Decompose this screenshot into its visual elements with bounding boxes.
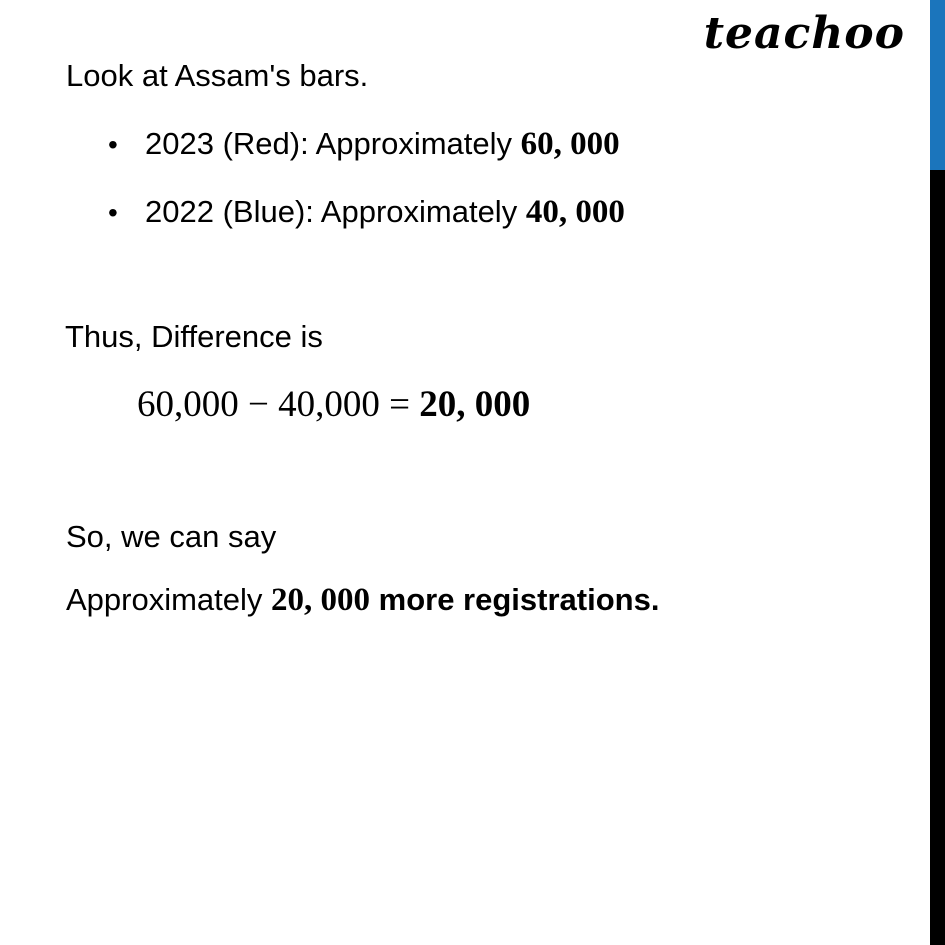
conclusion-suffix: more registrations. bbox=[370, 582, 660, 617]
conclusion-value: 20, 000 bbox=[271, 582, 371, 618]
bullet-2022-value: 40, 000 bbox=[525, 194, 625, 230]
intro-text: Look at Assam's bars. bbox=[66, 58, 369, 93]
thus-text: Thus, Difference is bbox=[65, 319, 323, 354]
so-text: So, we can say bbox=[66, 519, 277, 554]
conclusion-text bbox=[66, 580, 659, 621]
right-edge-blue-bar bbox=[930, 0, 945, 170]
bullet-2022-prefix: 2022 (Blue): Approximately bbox=[145, 194, 526, 229]
right-edge-black-bar bbox=[930, 170, 945, 945]
bullet-item-2023 bbox=[108, 124, 620, 165]
bullet-icon: • bbox=[108, 197, 118, 228]
bullet-icon: • bbox=[108, 129, 118, 160]
bullet-2023-text bbox=[145, 124, 620, 165]
bullet-2023-prefix: 2023 (Red): Approximately bbox=[145, 126, 521, 161]
bullet-item-2022 bbox=[108, 192, 625, 233]
bullet-2023-value: 60, 000 bbox=[520, 126, 620, 162]
teachoo-logo: teachoo bbox=[703, 8, 905, 59]
conclusion-prefix: Approximately bbox=[66, 582, 272, 617]
difference-equation bbox=[137, 382, 530, 428]
equation-lhs: 60,000 − 40,000 = bbox=[137, 384, 420, 425]
bullet-2022-text bbox=[145, 192, 625, 233]
equation-result: 20, 000 bbox=[419, 384, 531, 425]
